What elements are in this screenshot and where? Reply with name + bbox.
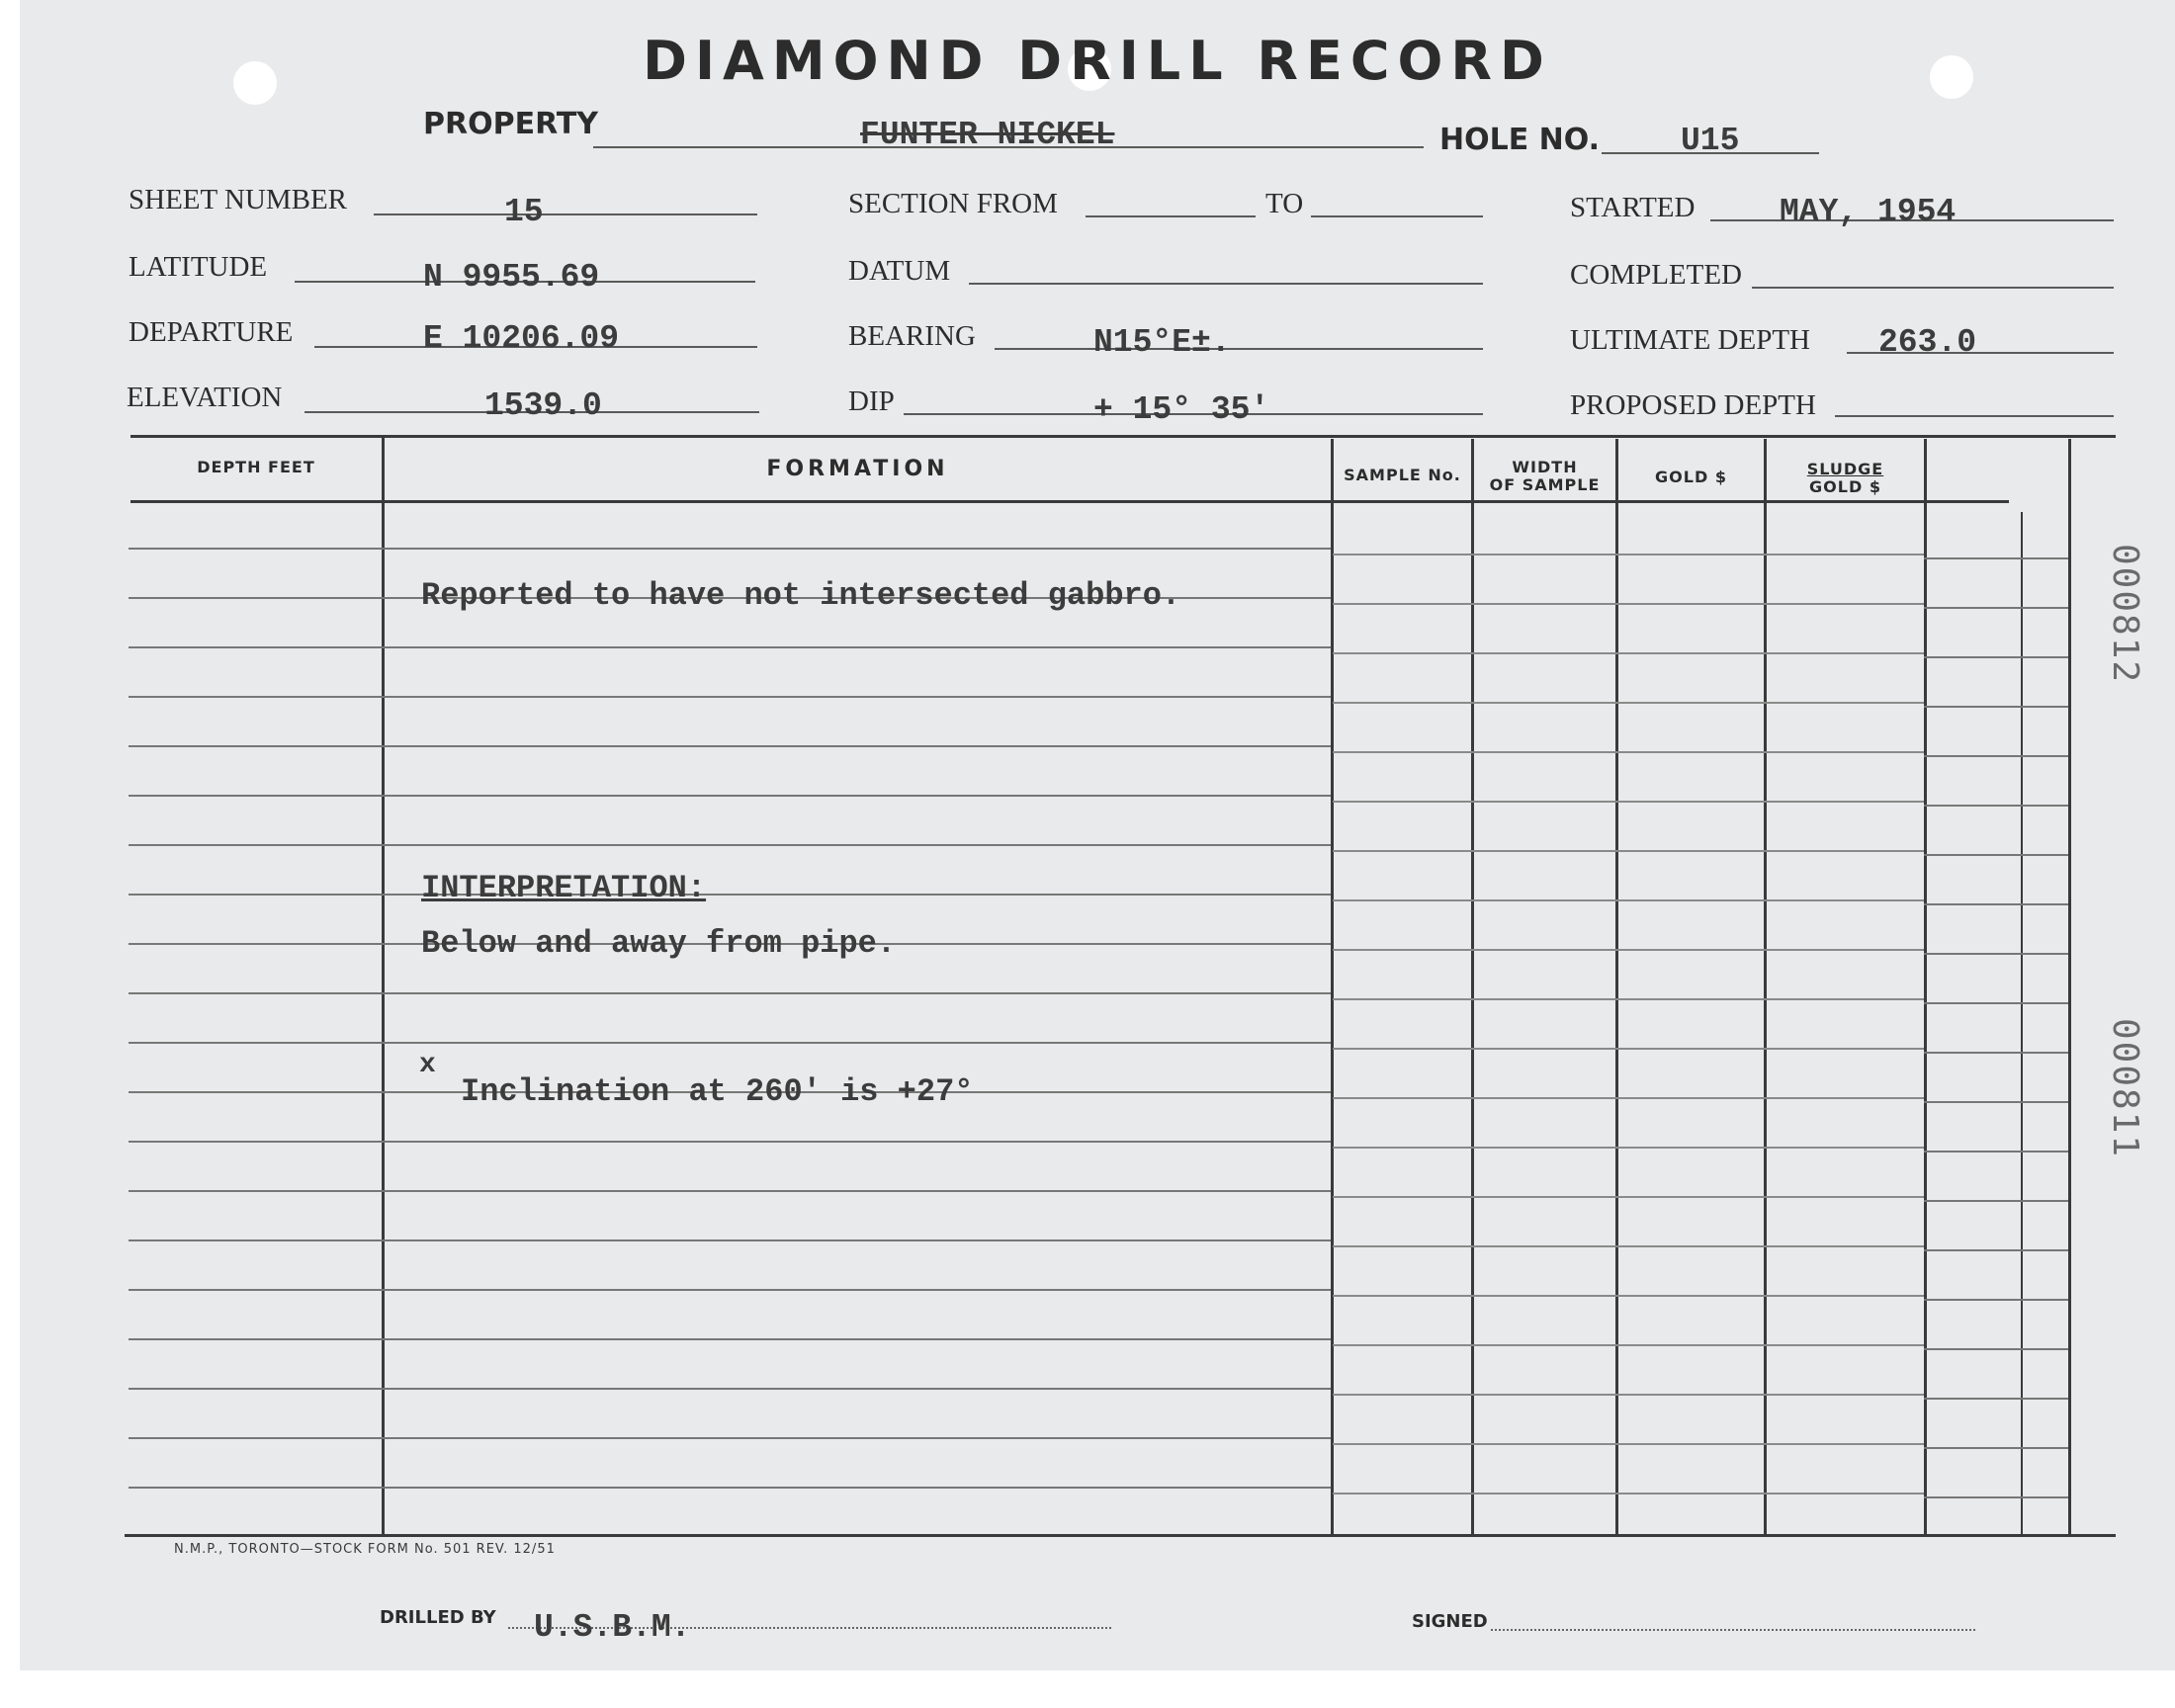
dip-label: DIP (848, 385, 895, 417)
latitude-label: LATITUDE (129, 251, 268, 283)
bearing-value: N15°E±. (1093, 324, 1231, 361)
table-row-line (129, 1437, 1331, 1439)
table-row-line (129, 696, 1331, 698)
to-line (1311, 215, 1483, 217)
interpretation-text: Below and away from pipe. (421, 925, 897, 962)
table-row-line (1333, 949, 1924, 951)
table-row-line (1333, 1443, 1924, 1445)
table-row-line (1924, 1052, 2068, 1054)
table-row-line (1333, 652, 1924, 654)
property-label: PROPERTY (423, 107, 599, 141)
latitude-value: N 9955.69 (423, 259, 600, 296)
table-row-line (1333, 1097, 1924, 1099)
header-depth-feet: DEPTH FEET (197, 458, 315, 476)
table-row-line (129, 1487, 1331, 1489)
table-row-line (129, 646, 1331, 648)
ultimate-depth-label: ULTIMATE DEPTH (1570, 324, 1811, 356)
table-row-line (129, 844, 1331, 846)
table-row-line (1924, 1151, 2068, 1153)
table-row-line (1924, 656, 2068, 658)
table-row-line (1333, 1245, 1924, 1247)
sheet-number-label: SHEET NUMBER (129, 184, 348, 215)
margin-stamp-bottom: 000811 (2105, 1018, 2145, 1159)
table-row-line (129, 1042, 1331, 1044)
hole-no-value: U15 (1681, 123, 1740, 159)
header-width-line1: WIDTH (1512, 458, 1578, 476)
table-row-line (1924, 1348, 2068, 1350)
table-row-line (129, 795, 1331, 797)
section-from-label: SECTION FROM (848, 188, 1058, 219)
table-row-line (1333, 850, 1924, 852)
form-number: N.M.P., TORONTO—STOCK FORM No. 501 REV. 12/51 (174, 1542, 556, 1557)
to-label: TO (1265, 188, 1304, 219)
started-label: STARTED (1570, 192, 1696, 223)
col-divider-sludge (1924, 439, 1927, 1534)
table-row-line (129, 1289, 1331, 1291)
table-row-line (1924, 805, 2068, 807)
table-row-line (1333, 1493, 1924, 1494)
table-row-line (1924, 557, 2068, 559)
departure-value: E 10206.09 (423, 320, 620, 357)
table-row-line (129, 745, 1331, 747)
sheet-number-value: 15 (504, 194, 544, 230)
table-row-line (129, 1141, 1331, 1143)
table-row-line (1924, 1299, 2068, 1301)
formation-line-1: Reported to have not intersected gabbro. (421, 577, 1181, 614)
footnote-mark: x (419, 1050, 436, 1080)
table-row-line (1924, 903, 2068, 905)
completed-line (1752, 287, 2114, 289)
table-row-line (129, 1338, 1331, 1340)
table-row-line (1333, 751, 1924, 753)
table-row-line (1924, 1200, 2068, 1202)
table-row-line (1924, 755, 2068, 757)
table-row-line (129, 1239, 1331, 1241)
table-row-line (1333, 1394, 1924, 1396)
table-row-line (1924, 607, 2068, 609)
drill-record-sheet (20, 0, 2175, 1670)
form-title: DIAMOND DRILL RECORD (643, 30, 1552, 92)
header-sample-no: SAMPLE No. (1344, 466, 1461, 484)
table-row-line (1333, 1147, 1924, 1149)
table-row-line (1333, 899, 1924, 901)
table-row-line (129, 894, 1331, 896)
col-divider-extra (2068, 439, 2071, 1534)
started-value: MAY, 1954 (1780, 194, 1957, 230)
bearing-line (995, 348, 1483, 350)
bearing-label: BEARING (848, 320, 976, 352)
table-row-line (1333, 554, 1924, 555)
datum-label: DATUM (848, 255, 951, 287)
table-row-line (1924, 706, 2068, 708)
table-row-line (1924, 854, 2068, 856)
elevation-value: 1539.0 (484, 387, 602, 424)
table-row-line (1924, 953, 2068, 955)
table-row-line (1924, 1447, 2068, 1449)
table-row-line (1924, 1249, 2068, 1251)
table-top-border (130, 435, 2116, 438)
header-sludge-gold (1767, 461, 1924, 496)
drilled-by-label: DRILLED BY (380, 1607, 496, 1628)
header-width-of-sample (1474, 459, 1615, 494)
table-row-line (129, 1388, 1331, 1390)
table-row-line (1333, 1295, 1924, 1297)
col-divider-thin (2021, 512, 2023, 1534)
table-row-line (1333, 1196, 1924, 1198)
sheet-number-line (374, 214, 757, 215)
proposed-depth-line (1835, 415, 2114, 417)
table-header-border (130, 500, 2009, 503)
proposed-depth-label: PROPOSED DEPTH (1570, 389, 1816, 421)
table-row-line (1924, 1002, 2068, 1004)
table-row-line (1924, 1496, 2068, 1498)
table-row-line (129, 1190, 1331, 1192)
col-divider-depth (382, 435, 385, 1534)
header-width-line2: OF SAMPLE (1489, 475, 1601, 494)
table-bottom-border (125, 1534, 2116, 1537)
table-row-line (129, 548, 1331, 550)
signed-line (1491, 1629, 1975, 1631)
drilled-by-value: U.S.B.M. (534, 1609, 691, 1646)
property-value: FUNTER NICKEL (860, 117, 1115, 153)
table-row-line (1333, 702, 1924, 704)
hole-no-label: HOLE NO. (1439, 123, 1601, 157)
header-gold: GOLD $ (1655, 468, 1727, 486)
margin-stamp-top: 000812 (2105, 544, 2145, 685)
header-sludge-line2: GOLD $ (1809, 477, 1881, 496)
header-sludge-line1: SLUDGE (1806, 460, 1884, 478)
elevation-label: ELEVATION (127, 382, 283, 413)
table-row-line (1333, 801, 1924, 803)
signed-label: SIGNED (1412, 1611, 1488, 1632)
ultimate-depth-value: 263.0 (1878, 324, 1977, 361)
table-row-line (1924, 1398, 2068, 1400)
interpretation-heading: INTERPRETATION: (421, 870, 707, 906)
table-row-line (1333, 1344, 1924, 1346)
header-formation: FORMATION (766, 457, 949, 481)
table-row-line (129, 992, 1331, 994)
table-row-line (1333, 1048, 1924, 1050)
table-row-line (1924, 1101, 2068, 1103)
departure-label: DEPARTURE (129, 316, 294, 348)
datum-line (969, 283, 1483, 285)
footnote-text: Inclination at 260' is +27° (461, 1073, 974, 1110)
section-from-line (1086, 215, 1256, 217)
dip-value: + 15° 35' (1093, 391, 1270, 428)
table-row-line (1333, 998, 1924, 1000)
table-row-line (1333, 603, 1924, 605)
completed-label: COMPLETED (1570, 259, 1742, 291)
